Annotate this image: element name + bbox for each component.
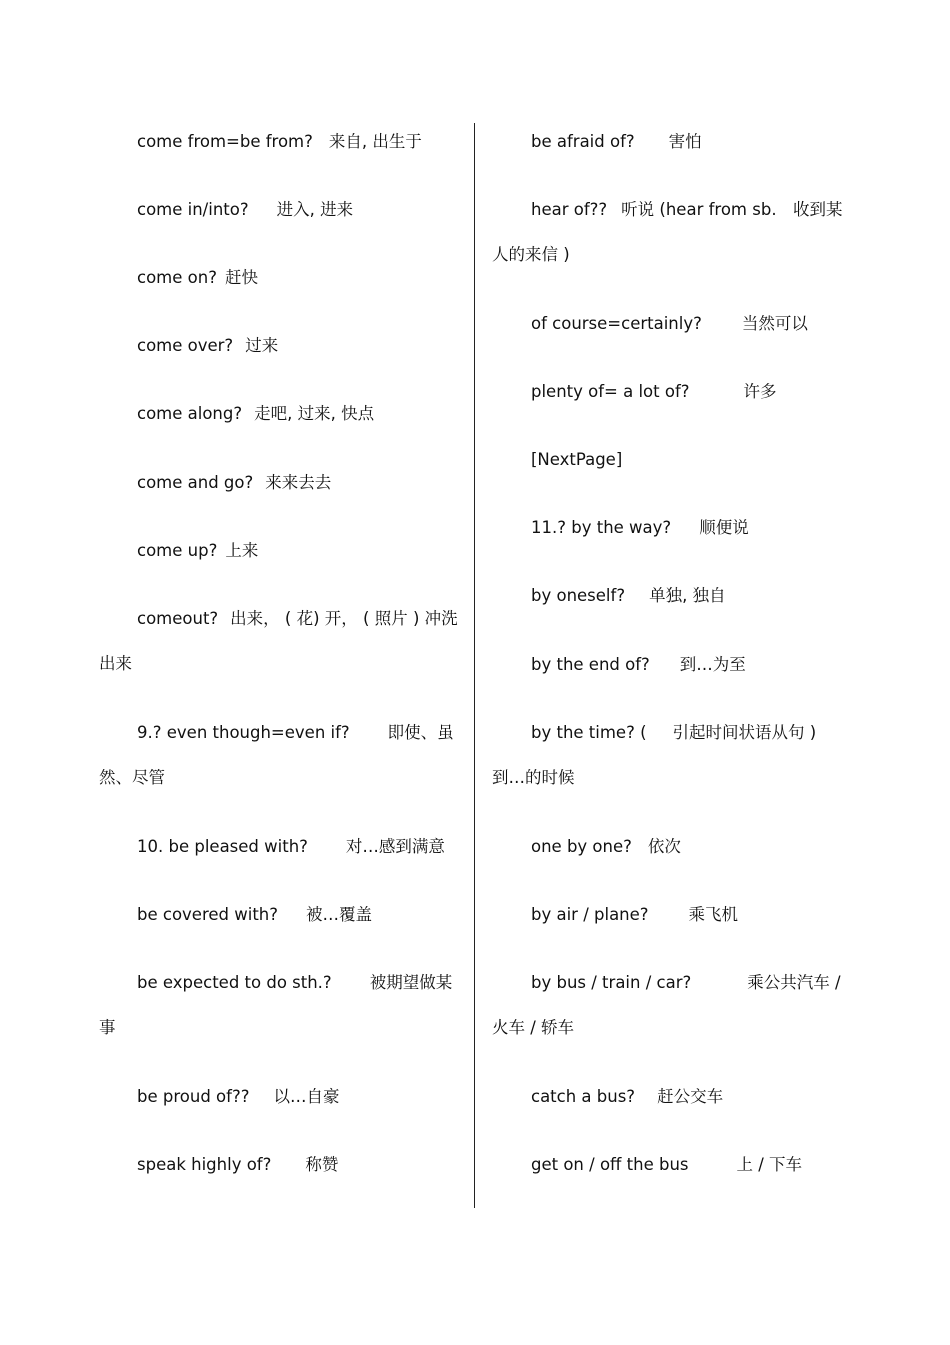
meaning-continuation: 火车 / 轿车 <box>492 1018 575 1037</box>
chinese-meaning: 赶快 <box>224 268 258 287</box>
english-phrase: by oneself? <box>531 586 626 605</box>
english-phrase: come up? <box>137 541 218 560</box>
english-phrase: 11.? by the way? <box>531 518 672 537</box>
english-phrase: come and go? <box>137 473 254 492</box>
phrase-entry <box>137 268 258 288</box>
meaning-continuation: 出来 <box>99 654 132 673</box>
chinese-meaning: 走吧, 过来, 快点 <box>254 404 375 423</box>
chinese-meaning: 上 / 下车 <box>736 1155 803 1174</box>
chinese-meaning: 赶公交车 <box>657 1087 724 1106</box>
english-phrase: one by one? <box>531 837 632 856</box>
phrase-entry <box>531 450 622 470</box>
phrase-entry <box>531 723 816 743</box>
meaning-continuation: 到…的时候 <box>492 768 575 787</box>
chinese-meaning: 当然可以 <box>741 314 808 333</box>
english-phrase: comeout? <box>137 609 219 628</box>
english-phrase: speak highly of? <box>137 1155 272 1174</box>
phrase-entry <box>531 1155 802 1175</box>
chinese-meaning: 听说 (hear from sb. 收到某 <box>621 200 843 219</box>
english-phrase: 9.? even though=even if? <box>137 723 350 742</box>
phrase-entry <box>531 837 681 857</box>
phrase-entry <box>531 905 738 925</box>
english-phrase: by bus / train / car? <box>531 973 692 992</box>
phrase-entry <box>137 541 258 561</box>
english-phrase: come over? <box>137 336 234 355</box>
phrase-entry <box>137 837 445 857</box>
chinese-meaning: 称赞 <box>305 1155 339 1174</box>
english-phrase: of course=certainly? <box>531 314 702 333</box>
phrase-entry <box>137 336 278 356</box>
phrase-entry <box>531 314 808 334</box>
phrase-entry <box>531 1087 723 1107</box>
english-phrase: be proud of?? <box>137 1087 250 1106</box>
english-phrase: by the end of? <box>531 655 650 674</box>
english-phrase: catch a bus? <box>531 1087 636 1106</box>
phrase-entry <box>137 973 452 993</box>
phrase-entry <box>531 973 841 993</box>
chinese-meaning: 乘公共汽车 / <box>747 973 841 992</box>
english-phrase: be afraid of? <box>531 132 635 151</box>
chinese-meaning: 顺便说 <box>699 518 749 537</box>
chinese-meaning: 即使、虽 <box>387 723 454 742</box>
english-phrase: come along? <box>137 404 243 423</box>
phrase-entry <box>531 200 843 220</box>
english-phrase: get on / off the bus <box>531 1155 689 1174</box>
chinese-meaning: 乘飞机 <box>688 905 739 924</box>
meaning-continuation: 然、尽管 <box>99 768 165 787</box>
chinese-meaning: 引起时间状语从句 ) <box>672 723 817 742</box>
english-phrase: plenty of= a lot of? <box>531 382 690 401</box>
english-phrase: come on? <box>137 268 217 287</box>
chinese-meaning: 以…自豪 <box>273 1087 340 1106</box>
chinese-meaning: 被期望做某 <box>369 973 453 992</box>
phrase-entry <box>531 132 702 152</box>
chinese-meaning: 出来， ( 花) 开， ( 照片 ) 冲洗 <box>230 609 458 628</box>
english-phrase: [NextPage] <box>531 450 623 469</box>
phrase-entry <box>531 382 777 402</box>
chinese-meaning: 进入, 进来 <box>276 200 354 219</box>
phrase-entry <box>137 200 353 220</box>
meaning-continuation: 事 <box>99 1018 116 1037</box>
english-phrase: be covered with? <box>137 905 279 924</box>
chinese-meaning: 过来 <box>245 336 279 355</box>
chinese-meaning: 上来 <box>225 541 259 560</box>
chinese-meaning: 依次 <box>647 837 681 856</box>
english-phrase: come in/into? <box>137 200 249 219</box>
phrase-entry <box>137 473 331 493</box>
phrase-entry <box>137 723 454 743</box>
phrase-entry <box>531 518 749 538</box>
english-phrase: by air / plane? <box>531 905 649 924</box>
chinese-meaning: 对…感到满意 <box>345 837 445 856</box>
english-phrase: hear of?? <box>531 200 608 219</box>
chinese-meaning: 单独, 独自 <box>649 586 726 605</box>
phrase-entry <box>137 1155 338 1175</box>
meaning-continuation: 人的来信 ) <box>492 245 570 264</box>
phrase-entry <box>137 609 458 629</box>
chinese-meaning: 害怕 <box>668 132 702 151</box>
column-divider <box>474 123 475 1208</box>
chinese-meaning: 许多 <box>743 382 777 401</box>
phrase-entry <box>531 586 726 606</box>
chinese-meaning: 来自, 出生于 <box>328 132 422 151</box>
english-phrase: come from=be from? <box>137 132 313 151</box>
english-phrase: 10. be pleased with? <box>137 837 308 856</box>
chinese-meaning: 到…为至 <box>679 655 746 674</box>
phrase-entry <box>137 905 372 925</box>
phrase-entry <box>137 132 422 152</box>
english-phrase: by the time? ( <box>531 723 647 742</box>
chinese-meaning: 来来去去 <box>265 473 332 492</box>
phrase-entry <box>137 1087 339 1107</box>
phrase-entry <box>137 404 374 424</box>
phrase-entry <box>531 655 746 675</box>
english-phrase: be expected to do sth.? <box>137 973 332 992</box>
chinese-meaning: 被…覆盖 <box>306 905 373 924</box>
